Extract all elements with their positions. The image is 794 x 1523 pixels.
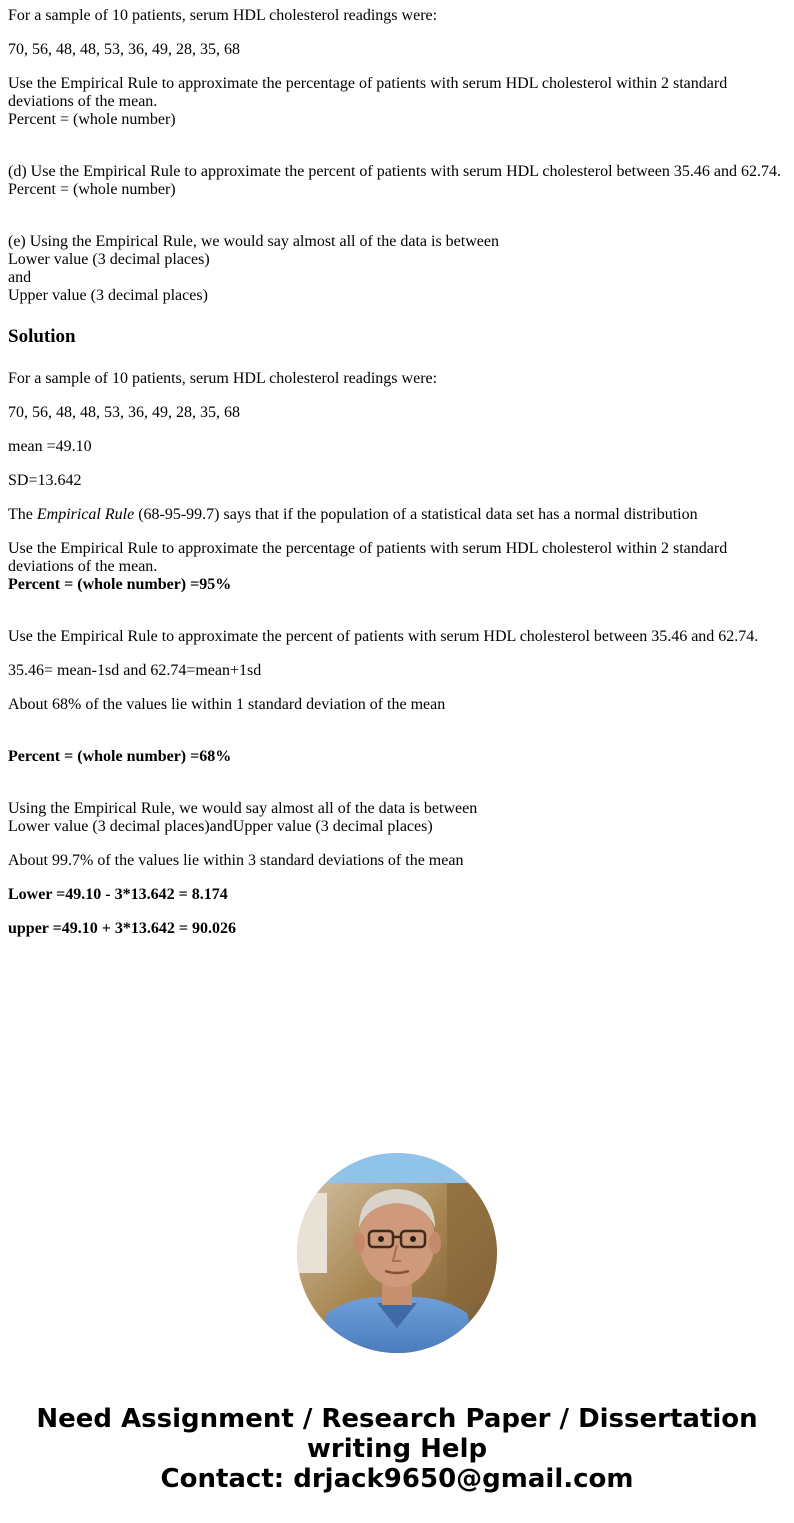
solution-e-upper-text: upper =49.10 + 3*13.642 = 90.026 <box>8 920 236 937</box>
rule-prefix: The <box>8 506 37 523</box>
question-part-c <box>8 75 788 129</box>
part-c-line2: deviations of the mean. <box>8 93 158 110</box>
question-intro <box>8 7 788 25</box>
question-part-e <box>8 233 788 305</box>
author-avatar <box>297 1153 497 1353</box>
part-e-line1: (e) Using the Empirical Rule, we would say almost all of the data is between <box>8 233 499 250</box>
part-e-lower: Lower value (3 decimal places) <box>8 251 210 268</box>
solution-d-relation-text: 35.46= mean-1sd and 62.74=mean+1sd <box>8 662 262 679</box>
part-d-line1: (d) Use the Empirical Rule to approximate the percent of patients with serum HDL cholesterol between 35.46 and 62.74. <box>8 163 781 180</box>
footer-contact <box>0 1404 794 1494</box>
solution-d-line1 <box>8 628 788 646</box>
rule-suffix: (68-95-99.7) says that if the population of a statistical data set has a normal distribution <box>134 506 698 523</box>
question-part-d <box>8 163 788 199</box>
question-intro-text: For a sample of 10 patients, serum HDL cholesterol readings were: <box>8 7 438 24</box>
solution-d-note <box>8 696 788 714</box>
author-portrait-image <box>297 1153 497 1353</box>
sd-text: SD=13.642 <box>8 472 82 489</box>
part-d-answer: Percent = (whole number) <box>8 181 176 198</box>
solution-sd <box>8 472 788 490</box>
solution-intro <box>8 370 788 388</box>
footer-line1: Need Assignment / Research Paper / Dissertation <box>36 1404 758 1434</box>
solution-d-answer <box>8 748 788 766</box>
document <box>8 7 788 954</box>
solution-intro-text: For a sample of 10 patients, serum HDL cholesterol readings were: <box>8 370 438 387</box>
solution-mean <box>8 438 788 456</box>
solution-readings-text: 70, 56, 48, 48, 53, 36, 49, 28, 35, 68 <box>8 404 240 421</box>
solution-e-upper <box>8 920 788 938</box>
footer-line3: Contact: drjack9650@gmail.com <box>160 1464 634 1494</box>
solution-c-line2: deviations of the mean. <box>8 558 158 575</box>
solution-part-e <box>8 800 788 836</box>
solution-e-line2: Lower value (3 decimal places)andUpper value (3 decimal places) <box>8 818 433 835</box>
solution-d-note-text: About 68% of the values lie within 1 standard deviation of the mean <box>8 696 446 713</box>
mean-text: mean =49.10 <box>8 438 92 455</box>
solution-d-relation <box>8 662 788 680</box>
part-c-answer: Percent = (whole number) <box>8 111 176 128</box>
solution-e-line1: Using the Empirical Rule, we would say almost all of the data is between <box>8 800 478 817</box>
solution-heading: Solution <box>8 326 76 347</box>
solution-e-note-text: About 99.7% of the values lie within 3 standard deviations of the mean <box>8 852 464 869</box>
solution-rule <box>8 506 788 524</box>
solution-e-lower-text: Lower =49.10 - 3*13.642 = 8.174 <box>8 886 228 903</box>
solution-d-line1-text: Use the Empirical Rule to approximate the percent of patients with serum HDL cholesterol between 35.46 and 62.74. <box>8 628 759 645</box>
question-readings <box>8 41 788 59</box>
solution-part-c <box>8 540 788 594</box>
footer-line2: writing Help <box>306 1434 488 1464</box>
part-e-upper: Upper value (3 decimal places) <box>8 287 208 304</box>
solution-c-line1: Use the Empirical Rule to approximate the percentage of patients with serum HDL cholesterol within 2 standard <box>8 540 728 557</box>
solution-readings <box>8 404 788 422</box>
solution-c-answer: Percent = (whole number) =95% <box>8 576 232 593</box>
solution-e-lower <box>8 886 788 904</box>
part-e-and: and <box>8 269 32 286</box>
solution-e-note <box>8 852 788 870</box>
part-c-line1: Use the Empirical Rule to approximate the percentage of patients with serum HDL cholesterol within 2 standard <box>8 75 728 92</box>
question-readings-text: 70, 56, 48, 48, 53, 36, 49, 28, 35, 68 <box>8 41 240 58</box>
solution-d-answer-text: Percent = (whole number) =68% <box>8 748 232 765</box>
rule-italic: Empirical Rule <box>36 506 135 523</box>
